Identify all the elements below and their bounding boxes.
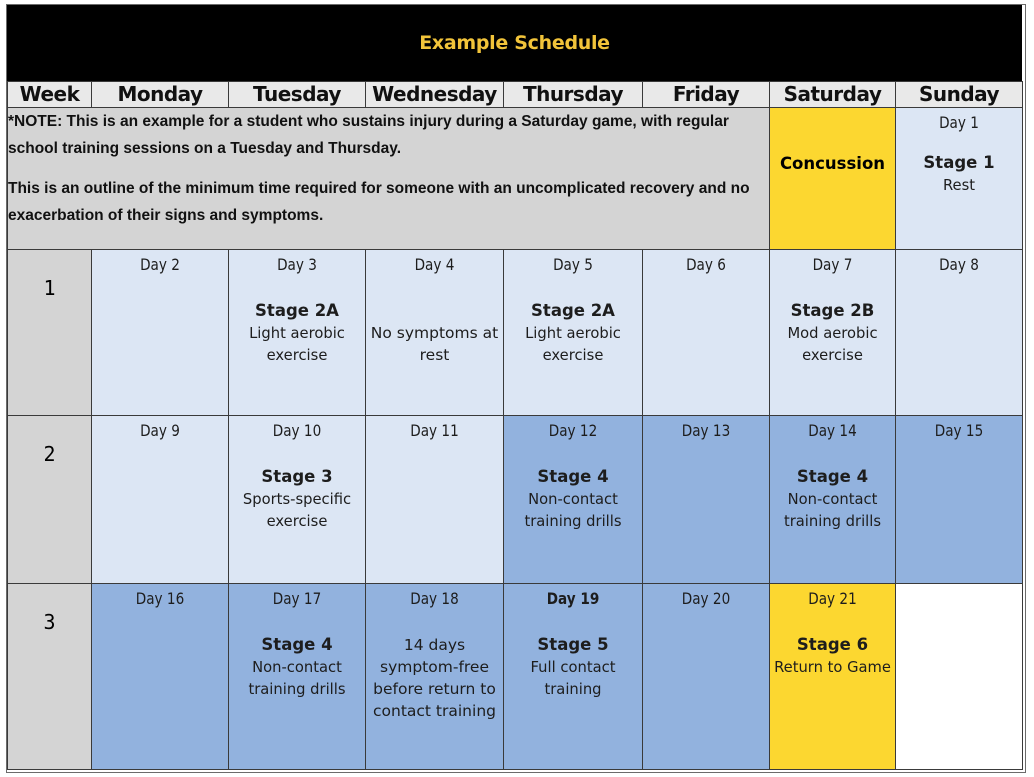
day-label: Day 8 — [939, 255, 979, 274]
day-note: 14 days symptom-free before return to contact training — [373, 636, 496, 720]
week-row-3 — [8, 584, 1023, 770]
stage-desc: Non-contact training drills — [524, 490, 622, 530]
stage-label: Stage 4 — [537, 467, 609, 486]
day-cell — [504, 584, 643, 770]
stage-desc: Sports-specific exercise — [242, 490, 352, 530]
day-label: Day 6 — [686, 255, 726, 274]
week-row-1 — [8, 250, 1023, 416]
day-label: Day 18 — [410, 589, 459, 608]
day-cell — [229, 584, 366, 770]
header-wednesday: Wednesday — [366, 82, 504, 108]
day-cell — [504, 250, 643, 416]
day-cell — [643, 250, 770, 416]
stage-desc: Mod aerobic exercise — [787, 324, 878, 364]
note-cell — [8, 108, 770, 250]
stage-desc: Rest — [942, 176, 976, 194]
header-week: Week — [8, 82, 92, 108]
day-label: Day 7 — [812, 255, 853, 274]
concussion-cell: Concussion — [770, 108, 896, 250]
header-thursday: Thursday — [504, 82, 643, 108]
week-number: 1 — [8, 250, 92, 416]
day-cell — [896, 250, 1023, 416]
header-sunday: Sunday — [896, 82, 1023, 108]
note-line-1: *NOTE: This is an example for a student who sustains injury during a Saturday game, with regular school training sessions on a Tuesday and Thursday. — [8, 113, 729, 157]
day-label: Day 13 — [681, 421, 731, 440]
stage-desc: Light aerobic exercise — [249, 324, 345, 364]
day-cell — [770, 584, 896, 770]
schedule-title: Example Schedule — [7, 5, 1022, 81]
day-label: Day 16 — [135, 589, 185, 608]
intro-row — [8, 108, 1023, 250]
stage-label: Stage 1 — [923, 153, 995, 172]
stage-label: Stage 2A — [531, 301, 615, 320]
day-label: Day 21 — [808, 589, 857, 608]
day-cell — [366, 416, 504, 584]
stage-desc: Non-contact training drills — [783, 490, 882, 530]
day-label: Day 1 — [939, 113, 979, 132]
day-label: Day 9 — [140, 421, 180, 440]
stage-desc: Full contact training — [530, 658, 616, 698]
day-cell — [643, 416, 770, 584]
day-note: No symptoms at rest — [370, 324, 499, 364]
stage-label: Stage 2B — [790, 301, 875, 320]
day-cell — [770, 416, 896, 584]
day-cell — [770, 250, 896, 416]
day-label: Day 15 — [934, 421, 984, 440]
stage-label: Stage 6 — [796, 635, 869, 654]
week-number: 3 — [8, 584, 92, 770]
day-label: Day 14 — [808, 421, 857, 440]
stage-desc: Return to Game — [774, 658, 891, 676]
day-label: Day 19 — [546, 589, 600, 608]
day-label: Day 3 — [277, 255, 317, 274]
stage-label: Stage 3 — [261, 467, 333, 486]
schedule-table — [7, 81, 1023, 770]
day-cell — [643, 584, 770, 770]
day-label: Day 12 — [548, 421, 598, 440]
day-cell-sunday-0 — [896, 108, 1023, 250]
note-line-2: This is an outline of the minimum time required for someone with an uncomplicated recovery and no exacerbation of their signs and symptoms. — [8, 180, 750, 224]
stage-label: Stage 2A — [255, 301, 339, 320]
stage-desc: Non-contact training drills — [248, 658, 346, 698]
day-cell — [896, 416, 1023, 584]
stage-label: Stage 5 — [537, 635, 609, 654]
day-cell — [92, 416, 229, 584]
day-cell — [92, 250, 229, 416]
day-cell — [229, 250, 366, 416]
day-cell — [366, 584, 504, 770]
stage-desc: Light aerobic exercise — [525, 324, 621, 364]
header-row — [8, 82, 1023, 108]
day-cell — [366, 250, 504, 416]
day-label: Day 2 — [140, 255, 180, 274]
day-cell — [92, 584, 229, 770]
day-label: Day 20 — [681, 589, 731, 608]
stage-label: Stage 4 — [261, 635, 333, 654]
header-monday: Monday — [92, 82, 229, 108]
header-friday: Friday — [643, 82, 770, 108]
day-label: Day 17 — [272, 589, 322, 608]
empty-cell — [896, 584, 1023, 770]
day-label: Day 4 — [414, 255, 455, 274]
week-number: 2 — [8, 416, 92, 584]
header-saturday: Saturday — [770, 82, 896, 108]
week-row-2 — [8, 416, 1023, 584]
day-cell — [504, 416, 643, 584]
day-label: Day 11 — [410, 421, 459, 440]
day-cell — [229, 416, 366, 584]
stage-label: Stage 4 — [796, 467, 869, 486]
header-tuesday: Tuesday — [229, 82, 366, 108]
day-label: Day 10 — [272, 421, 322, 440]
day-label: Day 5 — [553, 255, 593, 274]
